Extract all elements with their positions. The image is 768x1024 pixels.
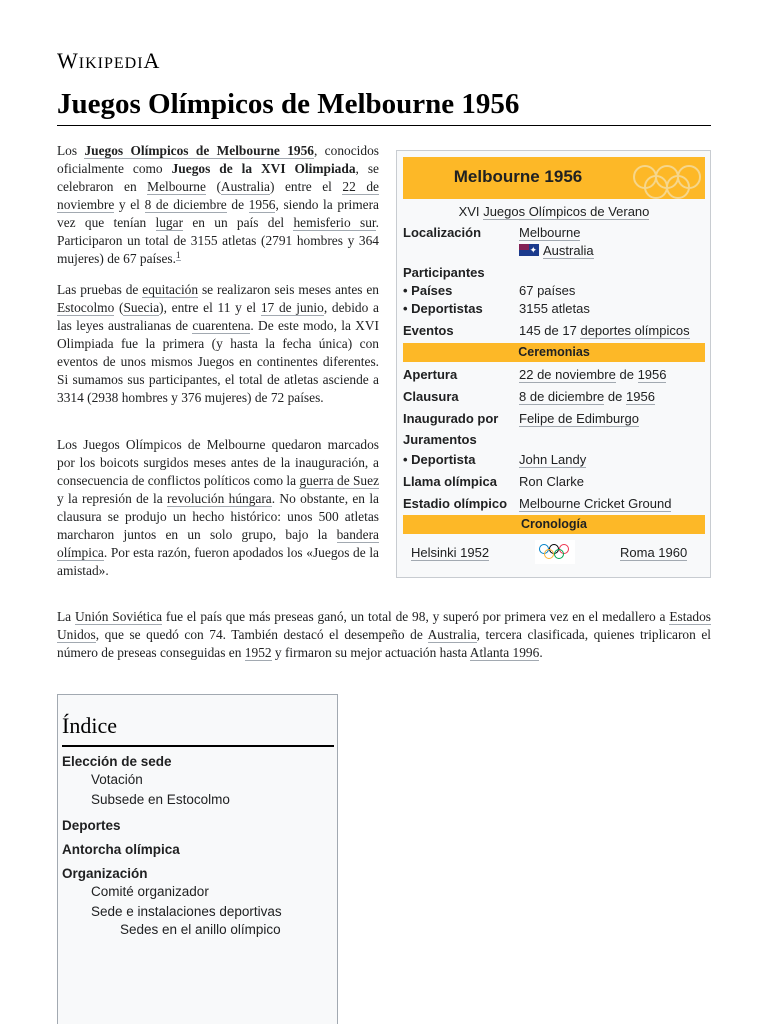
row-eventos: Eventos 145 de 17 deportes olímpicos bbox=[403, 323, 690, 338]
row-clausura: Clausura 8 de diciembre de 1956 bbox=[403, 389, 655, 404]
table-of-contents bbox=[57, 694, 338, 1024]
row-juramentos: Juramentos bbox=[403, 432, 477, 447]
link-estocolmo[interactable]: Estocolmo bbox=[57, 300, 115, 315]
olympic-rings-icon bbox=[633, 165, 699, 195]
reference-1[interactable]: 1 bbox=[176, 249, 181, 260]
link-felipe-edimburgo[interactable]: Felipe de Edimburgo bbox=[519, 411, 639, 426]
row-apertura: Apertura 22 de noviembre de 1956 bbox=[403, 367, 667, 382]
toc-item-antorcha[interactable]: Antorcha olímpica bbox=[62, 842, 180, 857]
link-22-noviembre[interactable]: 22 de noviembre bbox=[57, 179, 379, 212]
link-australia-2[interactable]: Australia bbox=[427, 627, 477, 642]
link-john-landy[interactable]: John Landy bbox=[519, 452, 587, 467]
toc-heading: Índice bbox=[62, 713, 117, 738]
paragraph-boicots: Los Juegos Olímpicos de Melbourne quedaron marcados por los boicots surgidos meses antes de la inauguración, a consecuencia de conflictos políticos como la guerra de Suez y la represión de la revolución húngara. No obstante, en la clausura se produjo un hecho histórico: unos 500 atletas marcharon juntos en un solo grupo, bajo la bandera olímpica. Por esta razón, fueron apodados los «Juegos de la amistad». bbox=[57, 437, 380, 578]
link-juegos-verano[interactable]: Juegos Olímpicos de Verano bbox=[483, 204, 650, 219]
infobox-subtitle: XVI Juegos Olímpicos de Verano bbox=[458, 204, 650, 219]
page-title: Juegos Olímpicos de Melbourne 1956 bbox=[57, 88, 520, 120]
wordmark-last: A bbox=[143, 48, 161, 73]
intro-paragraph: Los Juegos Olímpicos de Melbourne 1956, conocidos oficialmente como Juegos de la XVI Olimpiada, se celebraron en Melbourne (Australia) entre el 22 de noviembre y el 8 de diciembre de 1956, siendo la primera vez que tenían lugar en un país del hemisferio sur. Participaron un total de 3155 atletas (2791 hombres y 364 mujeres) de 67 países.$^1$ bbox=[57, 143, 379, 266]
link-guerra-suez[interactable]: guerra de Suez bbox=[299, 473, 380, 488]
link-apertura-fecha[interactable]: 22 de noviembre bbox=[519, 367, 616, 382]
olympic-flag-icon bbox=[535, 540, 575, 564]
row-participantes: Participantes bbox=[403, 265, 485, 280]
toc-item-sede-instalaciones[interactable]: Sede e instalaciones deportivas bbox=[91, 904, 282, 919]
link-cuarentena[interactable]: cuarentena bbox=[192, 318, 251, 333]
infobox-header bbox=[403, 157, 705, 199]
link-clausura-fecha[interactable]: 8 de diciembre bbox=[519, 389, 605, 404]
link-hemisferio-sur[interactable]: hemisferio sur bbox=[293, 215, 376, 230]
title-rule bbox=[57, 125, 711, 126]
infobox-title: Melbourne 1956 bbox=[453, 167, 583, 186]
wordmark-rest: IKIPEDI bbox=[78, 55, 144, 72]
link-1952[interactable]: 1952 bbox=[244, 645, 272, 660]
toc-item-subsede-estocolmo[interactable]: Subsede en Estocolmo bbox=[91, 792, 230, 807]
row-estadio: Estadio olímpico Melbourne Cricket Ground bbox=[403, 496, 672, 511]
link-australia[interactable]: Australia bbox=[220, 179, 270, 194]
link-estados-unidos[interactable]: Estados Unidos bbox=[57, 609, 711, 642]
toc-item-votacion[interactable]: Votación bbox=[91, 772, 143, 787]
link-clausura-anio[interactable]: 1956 bbox=[626, 389, 655, 404]
link-roma-1960[interactable]: Roma 1960 bbox=[620, 545, 688, 560]
row-paises: • Países 67 países bbox=[403, 283, 576, 298]
link-deportes-olimpicos[interactable]: deportes olímpicos bbox=[580, 323, 690, 338]
toc-item-comite[interactable]: Comité organizador bbox=[91, 884, 209, 899]
row-deportistas: • Deportistas 3155 atletas bbox=[403, 301, 590, 316]
link-1956[interactable]: 1956 bbox=[248, 197, 276, 212]
link-helsinki-1952[interactable]: Helsinki 1952 bbox=[411, 545, 490, 560]
toc-item-eleccion-sede[interactable]: Elección de sede bbox=[62, 754, 172, 769]
link-melbourne-cricket-ground[interactable]: Melbourne Cricket Ground bbox=[519, 496, 672, 511]
row-llama: Llama olímpica Ron Clarke bbox=[403, 474, 585, 489]
infobox bbox=[396, 150, 711, 578]
link-australia-box[interactable]: Australia bbox=[543, 243, 594, 258]
section-cronologia: Cronología bbox=[403, 515, 705, 534]
toc-item-sedes-anillo[interactable]: Sedes en el anillo olímpico bbox=[120, 922, 281, 937]
next-games bbox=[620, 544, 687, 562]
row-localizacion-pais bbox=[403, 242, 705, 260]
wikipedia-wordmark[interactable] bbox=[57, 48, 160, 74]
link-suecia[interactable]: Suecia bbox=[123, 300, 160, 315]
link-equitacion[interactable]: equitación bbox=[142, 282, 199, 297]
link-melbourne[interactable]: Melbourne bbox=[147, 179, 206, 194]
link-melbourne-box[interactable]: Melbourne bbox=[519, 225, 581, 240]
paragraph-medallero: La Unión Soviética fue el país que más preseas ganó, un total de 98, y superó por primera vez en el medallero a Estados Unidos, que se quedó con 74. También destacó el desempeño de Australia, tercera clasificada, quienes triplicaron el número de preseas conseguidas en 1952 y firmaron su mejor actuación hasta Atlanta 1996. bbox=[57, 609, 712, 660]
toc-item-deportes[interactable]: Deportes bbox=[62, 818, 121, 833]
australia-flag-icon bbox=[519, 244, 539, 256]
wordmark-first: W bbox=[57, 48, 79, 73]
toc-item-organizacion[interactable]: Organización bbox=[62, 866, 148, 881]
link-revolucion-hungara[interactable]: revolución húngara bbox=[167, 491, 272, 506]
link-lugar[interactable]: lugar bbox=[155, 215, 184, 230]
paragraph-equitacion: Las pruebas de equitación se realizaron seis meses antes en Estocolmo (Suecia), entre el 11 y el 17 de junio, debido a las leyes australianas de cuarentena. De este modo, la XVI Olimpiada fue la primera (y hasta la fecha única) con eventos de unos mismos Juegos en continentes diferentes. Si sumamos sus participantes, el total de atletas asciende a 3314 (2938 hombres y 376 mujeres) de 72 países. bbox=[57, 282, 379, 405]
section-ceremonias: Ceremonias bbox=[403, 343, 705, 362]
row-inaugurado: Inaugurado por Felipe de Edimburgo bbox=[403, 411, 639, 426]
link-8-diciembre[interactable]: 8 de diciembre bbox=[144, 197, 227, 212]
toc-rule bbox=[62, 745, 334, 747]
link-union-sovietica[interactable]: Unión Soviética bbox=[74, 609, 163, 624]
link-17-junio[interactable]: 17 de junio bbox=[260, 300, 324, 315]
link-article-title[interactable]: Juegos Olímpicos de Melbourne 1956 bbox=[84, 143, 314, 158]
row-localizacion: Localización Melbourne bbox=[403, 225, 581, 240]
link-atlanta-1996[interactable]: Atlanta 1996 bbox=[469, 645, 540, 660]
row-deportista: • Deportista John Landy bbox=[403, 452, 587, 467]
link-bandera-olimpica[interactable]: bandera olímpica bbox=[57, 527, 379, 560]
link-apertura-anio[interactable]: 1956 bbox=[637, 367, 667, 382]
prev-games bbox=[411, 544, 489, 562]
